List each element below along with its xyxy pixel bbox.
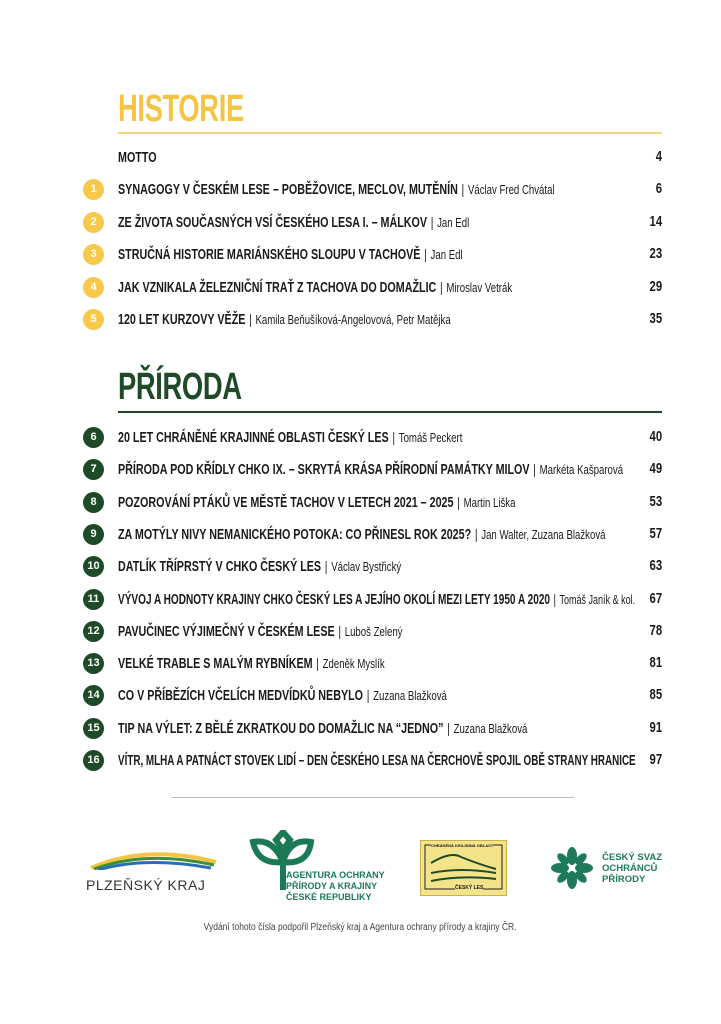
toc-entry[interactable] [80, 524, 662, 546]
separator: | [316, 655, 319, 672]
entry-title: VÝVOJ A HODNOTY KRAJINY CHKO ČESKÝ LES A JEJÍHO OKOLÍ MEZI LETY 1950 A 2020 [118, 591, 551, 608]
separator: | [424, 246, 427, 263]
toc-entry[interactable] [80, 556, 662, 578]
toc-entry[interactable] [80, 147, 662, 169]
separator: | [440, 278, 443, 295]
entry-page: 57 [649, 525, 662, 542]
entry-page: 29 [649, 278, 662, 295]
separator: | [457, 493, 460, 510]
flower-icon [550, 846, 594, 890]
aopk-logo [248, 830, 388, 900]
entry-title: CO V PŘÍBĚZÍCH VČELÍCH MEDVÍDKŮ NEBYLO [118, 688, 364, 705]
entry-number-badge: 8 [83, 492, 104, 513]
entry-page: 14 [649, 213, 662, 230]
entry-text [118, 623, 402, 641]
toc-entry[interactable] [80, 179, 662, 201]
entry-title: STRUČNÁ HISTORIE MARIÁNSKÉHO SLOUPU V TACHOVĚ [118, 247, 421, 264]
entry-page: 78 [649, 622, 662, 639]
entry-text [118, 526, 606, 544]
aopk-label: AGENTURA OCHRANY PŘÍRODY A KRAJINY ČESKÉ REPUBLIKY [286, 870, 385, 902]
toc-entry[interactable] [80, 277, 662, 299]
entry-page: 91 [649, 719, 662, 736]
entry-author: Martin Liška [463, 494, 516, 510]
plzensky-kraj-label: PLZEŇSKÝ KRAJ [86, 877, 206, 893]
entry-number-badge: 16 [83, 750, 104, 771]
entry-text [118, 181, 555, 199]
toc-entry[interactable] [80, 212, 662, 234]
separator: | [338, 622, 342, 639]
entry-text [118, 687, 447, 705]
csop-logo [550, 846, 670, 890]
entry-author: Markéta Kašparová [539, 462, 624, 478]
entry-number-badge: 6 [83, 427, 104, 448]
entry-author: Jan Walter, Zuzana Blažková [481, 526, 606, 542]
toc-entry[interactable] [80, 685, 662, 707]
entry-number-badge: 14 [83, 685, 104, 706]
entry-text [118, 149, 156, 167]
entry-author: Miroslav Vetrák [446, 279, 513, 295]
separator: | [474, 525, 478, 542]
divider [172, 797, 574, 798]
entry-page: 23 [649, 246, 662, 263]
entry-number-badge: 12 [83, 621, 104, 642]
plzensky-kraj-logo [86, 848, 221, 893]
entry-page: 85 [649, 687, 662, 704]
toc-entry[interactable] [80, 492, 662, 514]
entry-number-badge: 15 [83, 718, 104, 739]
swoosh-icon [86, 848, 221, 870]
separator: | [366, 687, 370, 704]
toc-entry[interactable] [80, 653, 662, 675]
entry-number-badge: 13 [83, 653, 104, 674]
entry-title: JAK VZNIKALA ŽELEZNIČNÍ TRAŤ Z TACHOVA DO DOMAŽLIC [118, 279, 437, 296]
entry-text [118, 279, 512, 297]
toc-entry[interactable] [80, 589, 662, 611]
entry-title: MOTTO [118, 150, 157, 166]
separator: | [553, 590, 556, 607]
separator: | [430, 213, 434, 230]
entry-title: VÍTR, MLHA A PATNÁCT STOVEK LIDÍ – DEN ČESKÉHO LESA NA ČERCHOVĚ SPOJIL OBĚ STRANY HRANICE [118, 753, 636, 769]
entry-page: 40 [649, 429, 662, 445]
entry-author: Luboš Zelený [344, 623, 403, 639]
entry-page: 81 [649, 655, 662, 672]
entry-author: Kamila Beňušíková-Angelovová, Petr Matějka [255, 312, 451, 327]
entry-author: Václav Fred Chvátal [467, 182, 555, 198]
entry-number-badge: 7 [83, 459, 104, 480]
entry-number-badge: 5 [83, 309, 104, 330]
entry-number-badge: 1 [83, 179, 104, 200]
entry-author: Zuzana Blažková [373, 688, 447, 704]
entry-number-badge: 3 [83, 244, 104, 265]
entry-page: 53 [649, 493, 662, 510]
section-title-priroda: PŘÍRODA [118, 366, 242, 408]
entry-text [118, 494, 515, 512]
entry-page: 4 [655, 149, 662, 165]
entry-text [118, 311, 451, 329]
entry-title: SYNAGOGY V ČESKÉM LESE – POBĚŽOVICE, MECLOV, MUTĚNÍN [118, 182, 458, 199]
entry-author: Jan Edl [437, 214, 470, 230]
entry-page: 6 [655, 181, 662, 198]
separator: | [392, 429, 396, 445]
entry-title: ZE ŽIVOTA SOUČASNÝCH VSÍ ČESKÉHO LESA I. – MÁLKOV [118, 214, 428, 231]
entry-text [118, 591, 635, 609]
entry-number-badge: 9 [83, 524, 104, 545]
entry-number-badge: 10 [83, 556, 104, 577]
entry-title: POZOROVÁNÍ PTÁKŮ VE MĚSTĚ TACHOV V LETECH 2021 – 2025 [118, 494, 454, 511]
entry-number-badge: 11 [83, 589, 104, 610]
entry-text [118, 246, 463, 264]
entry-text [118, 214, 470, 232]
entry-page: 35 [649, 311, 662, 327]
entry-title: VELKÉ TRABLE S MALÝM RYBNÍKEM [118, 656, 313, 673]
entry-title: 120 LET KURZOVY VĚŽE [118, 312, 246, 328]
separator: | [447, 719, 450, 736]
entry-author: Tomáš Janík & kol. [559, 591, 636, 607]
entry-text [118, 429, 462, 447]
separator: | [324, 558, 328, 575]
entry-author: Zdeněk Myslík [322, 656, 385, 672]
entry-text [118, 752, 635, 770]
toc-entry[interactable] [80, 309, 662, 331]
entry-title: PAVUČINEC VÝJIMEČNÝ V ČESKÉM LESE [118, 623, 335, 640]
toc-entry[interactable] [80, 244, 662, 266]
entry-title: 20 LET CHRÁNĚNÉ KRAJINNÉ OBLASTI ČESKÝ LES [118, 430, 389, 446]
footer-note: Vydání tohoto čísla podpořil Plzeňský kraj a Agentura ochrany přírody a krajiny ČR. [204, 922, 517, 933]
entry-page: 97 [649, 752, 662, 768]
entry-author: Zuzana Blažková [453, 720, 528, 736]
toc-entry[interactable] [80, 621, 662, 643]
entry-author: Tomáš Peckert [398, 430, 463, 445]
divider [118, 132, 662, 134]
entry-text [118, 655, 384, 673]
toc-entry[interactable] [80, 718, 662, 740]
entry-text [118, 558, 401, 576]
toc-entry[interactable] [80, 750, 662, 772]
csop-label: ČESKÝ SVAZ OCHRÁNCŮ PŘÍRODY [602, 852, 663, 885]
entry-title: TIP NA VÝLET: Z BĚLÉ ZKRATKOU DO DOMAŽLIC NA “JEDNO” [118, 720, 444, 737]
section-title-historie: HISTORIE [118, 88, 244, 130]
separator: | [461, 181, 465, 198]
toc-entry[interactable] [80, 459, 662, 481]
entry-page: 67 [649, 590, 662, 607]
entry-page: 49 [649, 461, 662, 478]
entry-number-badge: 4 [83, 277, 104, 298]
entry-title: PŘÍRODA POD KŘÍDLY CHKO IX. – SKRYTÁ KRÁSA PŘÍRODNÍ PAMÁTKY MILOV [118, 462, 530, 479]
entry-author: Jan Edl [430, 247, 463, 263]
chko-cesky-les-logo: CHRÁNĚNÁ KRAJINNÁ OBLAST ČESKÝ LES [420, 840, 507, 896]
separator: | [249, 311, 252, 327]
entry-page: 63 [649, 558, 662, 575]
entry-title: ZA MOTÝLY NIVY NEMANICKÉHO POTOKA: CO PŘINESL ROK 2025? [118, 526, 472, 543]
entry-text [118, 461, 623, 479]
entry-number-badge: 2 [83, 212, 104, 233]
toc-entry[interactable] [80, 427, 662, 449]
entry-title: DATLÍK TŘÍPRSTÝ V CHKO ČESKÝ LES [118, 559, 322, 576]
entry-author: Václav Bystřický [331, 559, 402, 575]
divider [118, 411, 662, 413]
entry-text [118, 720, 527, 738]
separator: | [533, 461, 536, 478]
